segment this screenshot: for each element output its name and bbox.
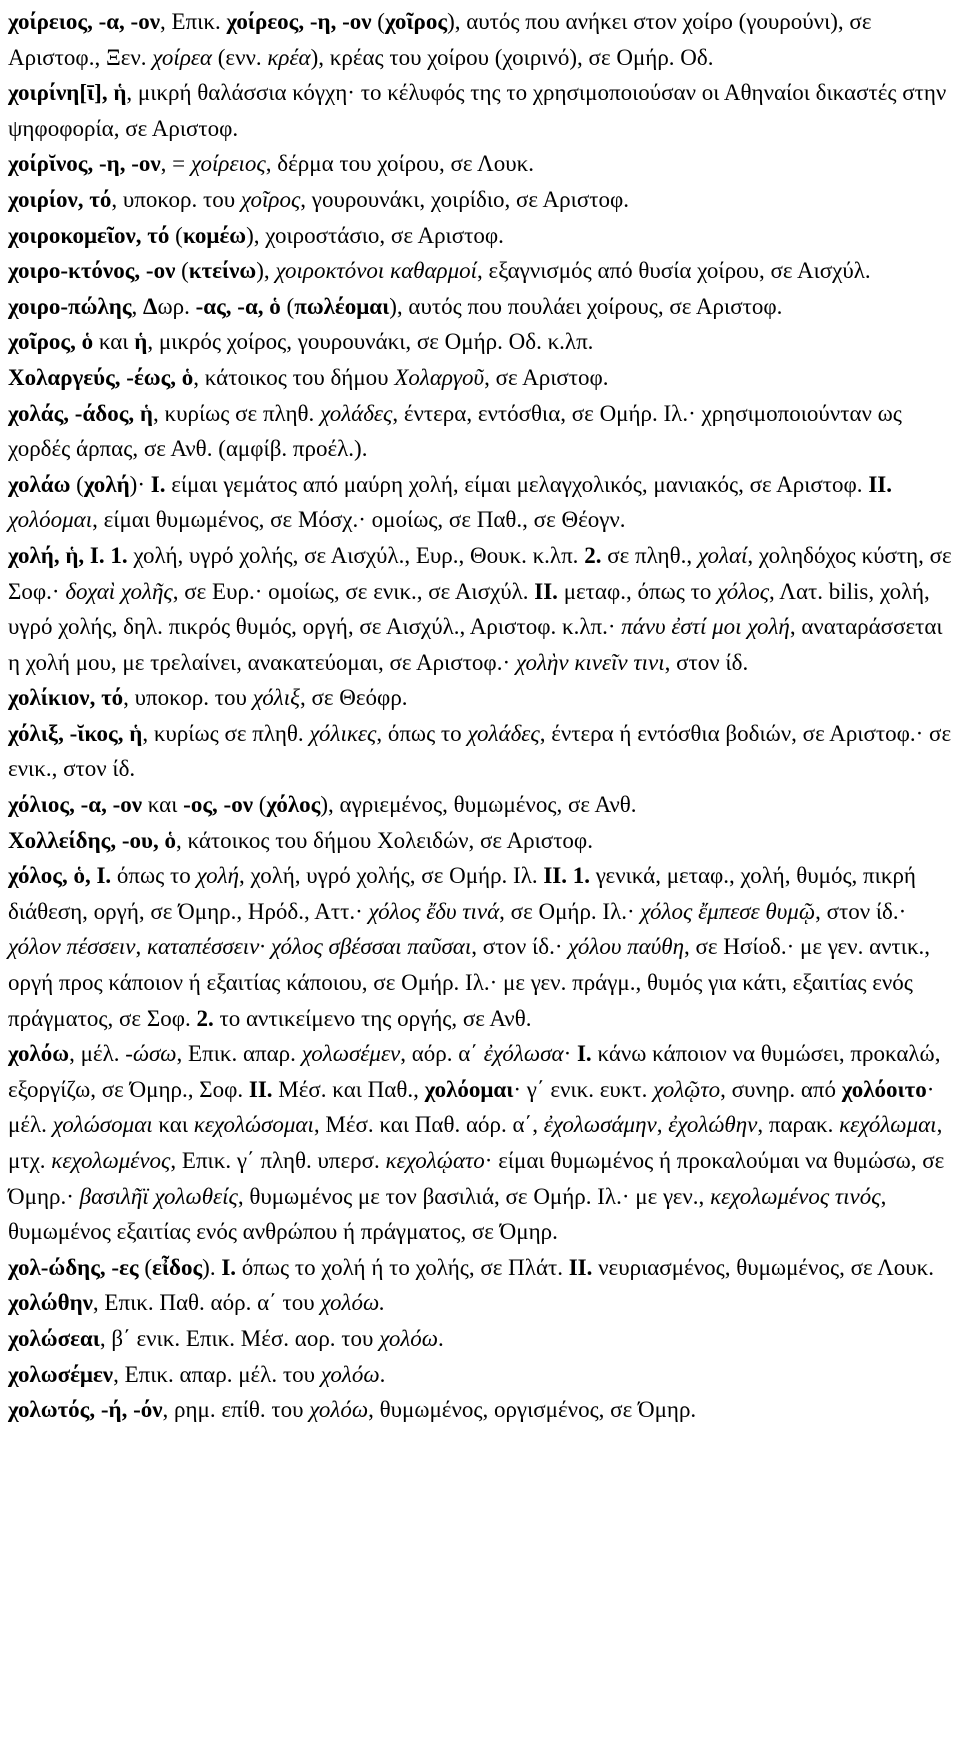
- entry-italic-term: καταπέσσειν· χόλος σβέσσαι παῦσαι: [147, 934, 472, 960]
- entry-text: , Επικ. γ΄ πληθ. υπερσ.: [170, 1148, 386, 1173]
- entry-text: , Επικ. απαρ. μέλ. του: [113, 1361, 321, 1387]
- dictionary-entry: [8, 289, 952, 325]
- entry-headword: 2.: [196, 1005, 214, 1031]
- entry-headword: χολώθην: [8, 1290, 93, 1316]
- entry-text: ), αυτός που ανήκει στον χοίρο (γουρούνι), σε Αριστοφ., Ξεν.: [8, 9, 872, 70]
- entry-headword: II.: [534, 578, 558, 604]
- entry-italic-term: βασιλῆϊ χολωθείς: [79, 1183, 238, 1209]
- entry-text: .: [379, 1361, 386, 1387]
- entry-italic-term: χολόω: [320, 1361, 380, 1387]
- entry-text: , παρακ.: [757, 1112, 840, 1138]
- entry-text: , στον ίδ.·: [815, 898, 907, 924]
- entry-text: , σε Ησίοδ.· με γεν. αντικ., οργή προς κάποιον ή εξαιτίας κάποιου, σε Ομήρ. Ιλ.· με γεν. πράγμ., θυμός για κάτι, εξαιτίας ενός πράγματος, σε Σοφ.: [8, 934, 931, 1031]
- dictionary-entry: [8, 4, 952, 75]
- entry-italic-term: χολὴν κινεῖν τινι: [515, 649, 665, 675]
- entry-text: , δέρμα του χοίρου, σε Λουκ.: [265, 151, 534, 177]
- entry-italic-term: -ώσω: [125, 1041, 177, 1067]
- entry-headword: χοιρίνη[ῑ], ἡ: [8, 80, 127, 106]
- entry-italic-term: πάνυ ἐστί μοι χολή: [621, 614, 790, 640]
- entry-italic-term: χόλικες: [309, 720, 377, 746]
- entry-headword: I.: [150, 471, 166, 497]
- entry-text: , εξαγνισμός από θυσία χοίρου, σε Αισχύλ.: [477, 258, 871, 284]
- entry-italic-term: χολή: [196, 863, 240, 889]
- entry-headword: χοῖρος, ὁ: [8, 329, 94, 355]
- entry-headword: -ας, -α, ὁ: [195, 293, 281, 319]
- entry-headword: χολάς, -άδος, ἡ: [8, 400, 153, 426]
- entry-headword: χοιρο-πώλης: [8, 293, 132, 319]
- entry-headword: χολόω: [8, 1041, 70, 1067]
- entry-text: (: [371, 9, 385, 34]
- entry-headword: χόλιος, -α, -ον: [8, 792, 143, 818]
- entry-italic-term: Χολαργοῦ: [394, 364, 485, 390]
- entry-italic-term: χολόω: [309, 1397, 369, 1423]
- entry-headword: Δ: [143, 293, 158, 319]
- entry-text: , υποκορ. του: [111, 186, 241, 212]
- entry-italic-term: χολώσομαι: [52, 1112, 153, 1138]
- entry-text: , Επικ.: [160, 9, 227, 34]
- entry-text: , μικρός χοίρος, γουρουνάκι, σε Ομήρ. Οδ. κ.λπ.: [147, 329, 594, 355]
- entry-headword: χολωτός, -ή, -όν: [8, 1397, 163, 1423]
- dictionary-entry: [8, 324, 952, 360]
- entry-italic-term: κεχόλωμαι: [839, 1112, 937, 1138]
- entry-headword: χόλος, ὁ, I.: [8, 863, 112, 889]
- dictionary-entry: [8, 182, 952, 218]
- entry-italic-term: χοίρεα: [152, 44, 212, 70]
- entry-headword: χόλιξ, -ῐκος, ἡ: [8, 720, 143, 746]
- entry-headword: κτείνω: [188, 258, 257, 284]
- entry-text: ), αγριεμένος, θυμωμένος, σε Ανθ.: [320, 792, 637, 818]
- dictionary-entry: [8, 1357, 952, 1393]
- entry-headword: χοῖρος: [384, 9, 448, 34]
- entry-text: , μτχ.: [8, 1112, 943, 1173]
- entry-headword: χοίρῐνος, -η, -ον: [8, 151, 161, 177]
- dictionary-entry: [8, 253, 952, 289]
- entry-text: και: [152, 1112, 194, 1138]
- entry-text: · γ΄ ενικ. ευκτ.: [513, 1076, 654, 1102]
- entry-text: ,: [135, 934, 147, 960]
- entry-headword: -ος, -ον: [183, 792, 253, 818]
- entry-text: , γουρουνάκι, χοιρίδιο, σε Αριστοφ.: [300, 186, 629, 212]
- dictionary-entry: [8, 218, 952, 254]
- entry-text: · είμαι θυμωμένος ή προκαλούμαι να θυμώσω, σε Όμηρ.·: [8, 1148, 945, 1209]
- dictionary-entry: [8, 716, 952, 787]
- entry-text: ).: [202, 1254, 222, 1280]
- entry-text: , κυρίως σε πληθ.: [142, 720, 310, 746]
- entry-headword: II. 1.: [543, 863, 591, 889]
- entry-text: , έντερα, εντόσθια, σε Ομήρ. Ιλ.· χρησιμοποιούνταν ως χορδές άρπας, σε Ανθ. (αμφίβ. προέλ.).: [8, 400, 902, 462]
- entry-text: , χοληδόχος κύστη, σε Σοφ.·: [8, 542, 952, 604]
- entry-headword: II.: [868, 471, 892, 497]
- entry-italic-term: χολαί: [697, 542, 748, 568]
- entry-italic-term: ἐχολώθην: [668, 1112, 758, 1138]
- entry-text: , είμαι θυμωμένος, σε Μόσχ.· ομοίως, σε Παθ., σε Θέογν.: [92, 507, 626, 533]
- entry-text: , υποκορ. του: [123, 685, 253, 711]
- entry-headword: I.: [576, 1041, 592, 1067]
- entry-text: .: [438, 1325, 444, 1351]
- entry-italic-term: χόλου παύθη: [568, 934, 684, 960]
- entry-text: , ρημ. επίθ. του: [162, 1397, 310, 1423]
- entry-text: νευριασμένος, θυμωμένος, σε Λουκ.: [592, 1254, 935, 1280]
- entry-italic-term: χολόω.: [320, 1290, 385, 1316]
- entry-headword: χοίρεος, -η, -ον: [226, 9, 372, 34]
- entry-text: , έντερα ή εντόσθια βοδιών, σε Αριστοφ.· σε ενικ., στον ίδ.: [8, 720, 952, 782]
- entry-italic-term: χόλος ἔμπεσε θυμῷ: [640, 898, 816, 924]
- entry-text: , =: [160, 151, 191, 177]
- entry-text: και: [93, 329, 135, 355]
- entry-headword: χολίκιον, τό: [8, 685, 124, 711]
- entry-text: , κυρίως σε πληθ.: [153, 400, 321, 426]
- entry-text: , Μέσ. και Παθ. αόρ. α΄,: [313, 1112, 544, 1138]
- entry-text: , σε Θεόφρ.: [299, 685, 408, 711]
- entry-headword: χοιροκομεῖον, τό: [8, 222, 170, 248]
- entry-text: Μέσ. και Παθ.,: [272, 1076, 425, 1102]
- dictionary-entry: [8, 360, 952, 396]
- entry-text: , β΄ ενικ. Επικ. Μέσ. αορ. του: [99, 1325, 380, 1351]
- entry-headword: χολόομαι: [424, 1076, 514, 1102]
- entry-text: ),: [256, 258, 276, 284]
- entry-text: , Επικ. Παθ. αόρ. α΄ του: [92, 1290, 321, 1316]
- entry-italic-term: χόλιξ: [252, 685, 300, 711]
- dictionary-entry: [8, 823, 952, 859]
- entry-italic-term: χοίρειος: [190, 151, 266, 177]
- entry-text: ·: [563, 1041, 577, 1067]
- entry-text: , Επικ. απαρ.: [176, 1041, 302, 1067]
- entry-text: , σε Ευρ.· ομοίως, σε ενικ., σε Αισχύλ.: [172, 578, 535, 604]
- entry-text: , στον ίδ.·: [471, 934, 569, 960]
- entry-text: , θυμωμένος εξαιτίας ενός ανθρώπου ή πράγματος, σε Όμηρ.: [8, 1183, 887, 1245]
- entry-headword: χολώσεαι: [8, 1325, 100, 1351]
- entry-headword: χόλος: [266, 792, 321, 818]
- entry-headword: 2.: [584, 542, 602, 568]
- entry-italic-term: χολάδες: [320, 400, 393, 426]
- entry-text: , σε Αριστοφ.: [484, 364, 609, 390]
- entry-text: (: [280, 293, 295, 319]
- entry-text: (ενν.: [212, 44, 268, 70]
- entry-text: και: [142, 792, 184, 818]
- entry-headword: I.: [221, 1254, 237, 1280]
- entry-text: , θυμωμένος, οργισμένος, σε Όμηρ.: [368, 1397, 697, 1423]
- entry-italic-term: χοῖρος: [240, 186, 301, 212]
- entry-text: ,: [131, 293, 144, 319]
- entry-text: , αόρ. α΄: [400, 1041, 484, 1067]
- entry-italic-term: χολάδες: [467, 720, 540, 746]
- entry-text: , μέλ.: [69, 1041, 126, 1067]
- entry-text: σε πληθ.,: [601, 542, 698, 568]
- dictionary-entry: [8, 396, 952, 467]
- dictionary-entry: [8, 538, 952, 680]
- entry-text: (: [138, 1254, 153, 1280]
- entry-text: , αναταράσσεται η χολή μου, με τρελαίνει, ανακατεύομαι, σε Αριστοφ.·: [8, 614, 943, 675]
- entry-list: [8, 4, 952, 1428]
- dictionary-entry: [8, 1250, 952, 1286]
- entry-text: , χολή, υγρό χολής, σε Ομήρ. Ιλ.: [239, 863, 544, 889]
- entry-italic-term: δοχαὶ χολῆς: [65, 578, 173, 604]
- entry-headword: κομέω: [182, 222, 247, 248]
- entry-italic-term: χόλος ἔδυ τινά: [368, 898, 500, 924]
- entry-text: , Λατ. bilis, χολή, υγρό χολής, δηλ. πικρός θυμός, οργή, σε Αισχύλ., Αριστοφ. κ.λπ.·: [8, 578, 930, 640]
- entry-text: (: [252, 792, 267, 818]
- entry-italic-term: χόλος: [717, 578, 770, 604]
- entry-text: (: [169, 222, 183, 248]
- entry-text: ), χοιροστάσιο, σε Αριστοφ.: [246, 222, 504, 248]
- entry-text: (: [70, 471, 84, 497]
- entry-text: , σε Ομήρ. Ιλ.·: [499, 898, 641, 924]
- entry-italic-term: χοιροκτόνοι καθαρμοί: [275, 258, 478, 284]
- entry-headword: χολάω: [8, 471, 71, 497]
- dictionary-entry: [8, 858, 952, 1036]
- entry-headword: II.: [568, 1254, 593, 1280]
- dictionary-entry: [8, 75, 952, 146]
- entry-headword: χολ-ώδης, -ες: [8, 1254, 139, 1280]
- entry-headword: εἶδος: [152, 1254, 203, 1280]
- entry-headword: ἡ: [134, 329, 148, 355]
- entry-text: · μέλ.: [8, 1076, 935, 1138]
- entry-headword: Χολαργεύς, -έως, ὁ: [8, 364, 194, 390]
- entry-headword: χοιρο-κτόνος, -ον: [8, 258, 176, 284]
- entry-italic-term: χολῷτο: [653, 1076, 721, 1102]
- dictionary-entry: [8, 787, 952, 823]
- entry-italic-term: κεχολωμένος: [51, 1148, 171, 1173]
- dictionary-entry: [8, 1321, 952, 1357]
- entry-text: ,: [656, 1112, 669, 1138]
- entry-text: ), κρέας του χοίρου (χοιρινό), σε Ομήρ. Οδ.: [310, 44, 714, 70]
- entry-text: κάνω κάποιον να θυμώσει, προκαλώ, εξοργίζω, σε Όμηρ., Σοφ.: [8, 1041, 941, 1102]
- entry-headword: χοιρίον, τό: [8, 186, 112, 212]
- dictionary-entry: [8, 1036, 952, 1250]
- entry-text: μεταφ., όπως το: [557, 578, 718, 604]
- dictionary-entry: [8, 680, 952, 716]
- entry-text: όπως το χολή ή το χολής, σε Πλάτ.: [236, 1254, 569, 1280]
- entry-text: , κάτοικος του δήμου: [193, 364, 395, 390]
- entry-text: χολή, υγρό χολής, σε Αισχύλ., Ευρ., Θουκ. κ.λπ.: [127, 542, 585, 568]
- entry-italic-term: κεχολῴατο: [385, 1148, 485, 1173]
- entry-text: γενικά, μεταφ., χολή, θυμός, πικρή διάθεση, οργή, σε Όμηρ., Ηρόδ., Αττ.·: [8, 863, 916, 924]
- entry-text: το αντικείμενο της οργής, σε Ανθ.: [213, 1005, 532, 1031]
- entry-italic-term: ἐχολωσάμην: [543, 1112, 657, 1138]
- entry-headword: χολόοιτο: [841, 1076, 927, 1102]
- entry-italic-term: χολόω: [379, 1325, 439, 1351]
- entry-text: , όπως το: [376, 720, 468, 746]
- entry-text: είμαι γεμάτος από μαύρη χολή, είμαι μελαγχολικός, μανιακός, σε Αριστοφ.: [165, 471, 869, 497]
- entry-italic-term: χολωσέμεν: [301, 1041, 401, 1067]
- entry-text: ωρ.: [157, 293, 196, 319]
- entry-headword: χολωσέμεν: [8, 1361, 114, 1387]
- entry-headword: χοίρειος, -α, -ον: [8, 9, 160, 34]
- entry-text: , συνηρ. από: [720, 1076, 842, 1102]
- entry-headword: II.: [248, 1076, 273, 1102]
- entry-text: , μικρή θαλάσσια κόγχη· το κέλυφός της το χρησιμοποιούσαν οι Αθηναίοι δικαστές στην ψηφοφορία, σε Αριστοφ.: [8, 80, 947, 141]
- entry-headword: χολή, ἡ, I. 1.: [8, 542, 128, 568]
- entry-italic-term: κεχολωμένος τινός: [710, 1183, 881, 1209]
- entry-italic-term: κεχολώσομαι: [193, 1112, 314, 1138]
- entry-text: όπως το: [111, 863, 197, 889]
- entry-headword: χολή: [83, 471, 130, 497]
- entry-italic-term: ἐχόλωσα: [483, 1041, 564, 1067]
- entry-text: ), αυτός που πουλάει χοίρους, σε Αριστοφ.: [389, 293, 783, 319]
- entry-text: )·: [129, 471, 151, 497]
- entry-text: , θυμωμένος με τον βασιλιά, σε Ομήρ. Ιλ.· με γεν.,: [237, 1183, 711, 1209]
- entry-text: , κάτοικος του δήμου Χολειδών, σε Αριστοφ.: [175, 827, 593, 853]
- dictionary-entry: [8, 467, 952, 538]
- dictionary-entry: [8, 1285, 952, 1321]
- entry-italic-term: χολόομαι: [8, 507, 93, 533]
- entry-text: , στον ίδ.: [664, 649, 749, 675]
- dictionary-entry: [8, 146, 952, 182]
- entry-italic-term: κρέα: [267, 44, 311, 70]
- entry-headword: Χολλείδης, -ου, ὁ: [8, 827, 176, 853]
- entry-text: (: [175, 258, 189, 284]
- entry-italic-term: χόλον πέσσειν: [8, 934, 136, 960]
- dictionary-entry: [8, 1392, 952, 1428]
- entry-headword: πωλέομαι: [294, 293, 390, 319]
